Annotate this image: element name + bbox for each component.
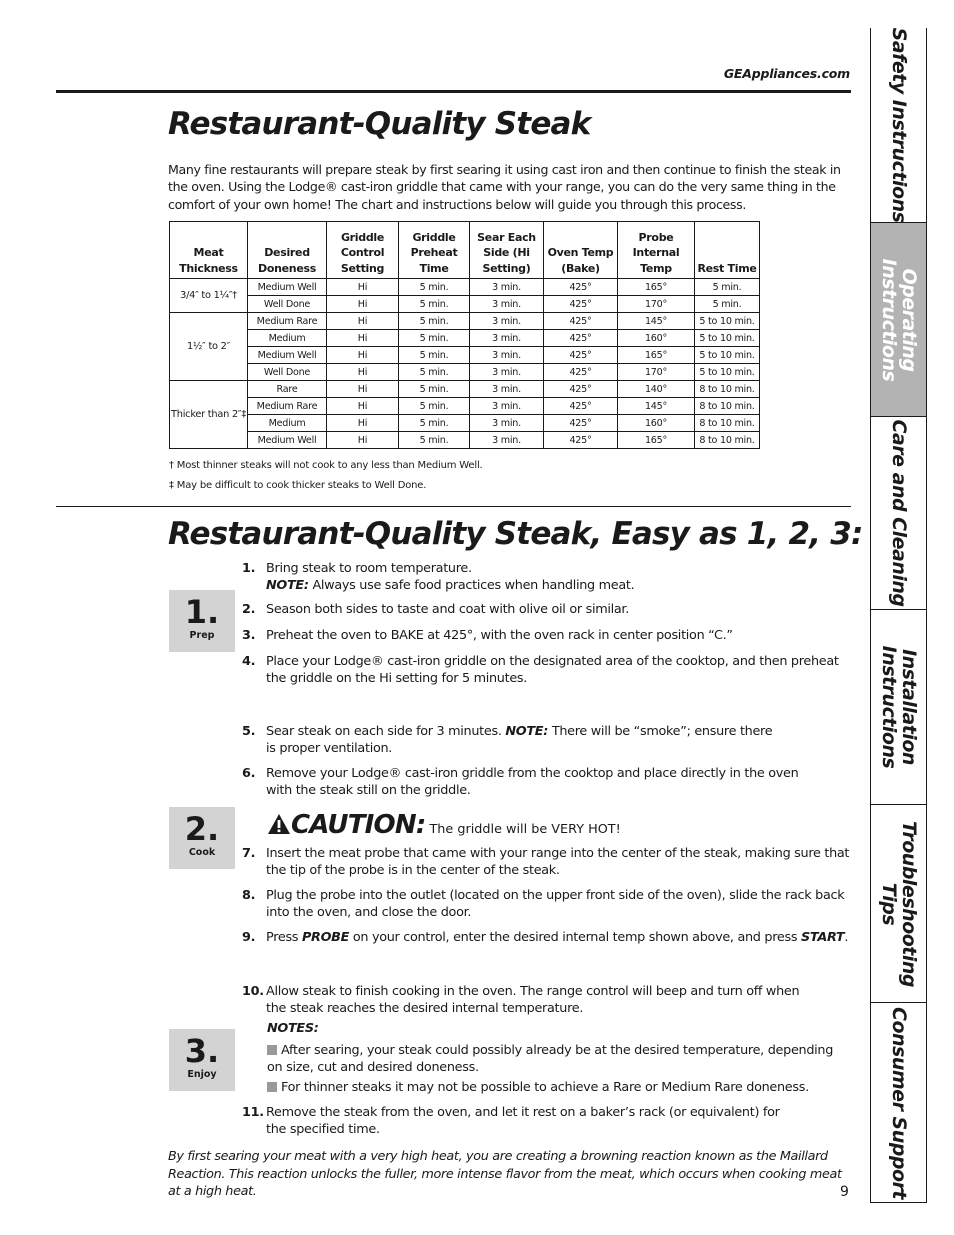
instruction-item-3 xyxy=(242,628,852,645)
table-cell: 5 to 10 min. xyxy=(695,347,760,364)
item-number: 3. xyxy=(242,628,256,643)
step-number: 1. xyxy=(184,593,220,631)
meat-thickness-cell: Thicker than 2″‡ xyxy=(170,381,248,449)
tab-installation-instructions[interactable] xyxy=(871,610,926,805)
table-row xyxy=(170,398,760,415)
table-cell: 170° xyxy=(618,364,695,381)
item-number: 6. xyxy=(242,766,256,781)
tab-label: Safety Instructions xyxy=(887,27,910,223)
page-number: 9 xyxy=(840,1184,849,1200)
instruction-item-5 xyxy=(242,724,782,758)
table-cell: Medium Well xyxy=(248,347,327,364)
step-number: 3. xyxy=(184,1032,220,1070)
table-cell: 5 to 10 min. xyxy=(695,330,760,347)
table-cell: 3 min. xyxy=(470,364,544,381)
tab-operating-instructions[interactable] xyxy=(871,223,926,417)
table-cell: Well Done xyxy=(248,296,327,313)
instruction-item-6 xyxy=(242,766,812,800)
tab-care-and-cleaning[interactable] xyxy=(871,417,926,610)
instruction-item-4 xyxy=(242,654,852,688)
item-text: Insert the meat probe that came with your range into the center of the steak, making sure that the tip of the probe is in the center of the steak. xyxy=(266,846,850,878)
column-header: Oven Temp (Bake) xyxy=(544,222,618,279)
tab-label: Installation Instructions xyxy=(877,645,920,769)
table-header-row xyxy=(170,222,760,279)
table-cell: 3 min. xyxy=(470,296,544,313)
footnote-dagger: † Most thinner steaks will not cook to any less than Medium Well. xyxy=(169,460,483,471)
table-cell: 425° xyxy=(544,364,618,381)
item-number: 7. xyxy=(242,846,256,861)
column-header: Griddle Control Setting xyxy=(327,222,399,279)
step-prep-box xyxy=(169,590,235,652)
table-cell: 170° xyxy=(618,296,695,313)
item-number: 8. xyxy=(242,888,256,903)
section-title: Restaurant-Quality Steak xyxy=(168,106,591,142)
table-cell: 425° xyxy=(544,279,618,296)
instruction-item-8 xyxy=(242,888,852,922)
step-label: Cook xyxy=(188,847,216,858)
table-cell: 5 min. xyxy=(399,347,470,364)
table-cell: 3 min. xyxy=(470,330,544,347)
item-text: Preheat the oven to BAKE at 425°, with the oven rack in center position “C.” xyxy=(266,628,733,643)
table-cell: 145° xyxy=(618,398,695,415)
footnote-double-dagger: ‡ May be difficult to cook thicker steaks to Well Done. xyxy=(169,480,427,491)
bullet-square-icon xyxy=(267,1045,277,1055)
instruction-item-1 xyxy=(242,561,852,595)
table-row xyxy=(170,279,760,296)
note-bullet-2: For thinner steaks it may not be possible to achieve a Rare or Medium Rare doneness. xyxy=(267,1080,847,1097)
tab-label: Consumer Support xyxy=(887,1006,910,1199)
probe-key: PROBE xyxy=(301,930,350,945)
table-row xyxy=(170,415,760,432)
table-cell: 145° xyxy=(618,313,695,330)
table-cell: 3 min. xyxy=(470,313,544,330)
table-cell: 5 min. xyxy=(399,432,470,449)
table-cell: 3 min. xyxy=(470,279,544,296)
table-cell: 425° xyxy=(544,296,618,313)
table-row xyxy=(170,330,760,347)
table-cell: 425° xyxy=(544,347,618,364)
table-cell: 5 min. xyxy=(399,313,470,330)
intro-paragraph: Many fine restaurants will prepare steak by first searing it using cast iron and then continue to finish the steak in the oven. Using the Lodge® cast-iron griddle that came with your range, you can do the very same thing in the comfort of your own home! The chart and instructions below will guide you through this process. xyxy=(168,162,841,212)
item-number: 9. xyxy=(242,930,256,945)
caution-text: The griddle will be VERY HOT! xyxy=(425,822,621,837)
table-cell: 140° xyxy=(618,381,695,398)
item-number: 2. xyxy=(242,602,256,617)
header-rule xyxy=(56,90,851,93)
table-cell: Hi xyxy=(327,330,399,347)
caution-notice xyxy=(267,810,621,840)
table-cell: 5 min. xyxy=(399,330,470,347)
table-cell: 8 to 10 min. xyxy=(695,415,760,432)
instruction-item-11 xyxy=(242,1105,802,1139)
table-cell: 160° xyxy=(618,330,695,347)
table-cell: Medium Rare xyxy=(248,398,327,415)
table-row xyxy=(170,381,760,398)
table-cell: 425° xyxy=(544,313,618,330)
table-cell: Hi xyxy=(327,398,399,415)
tab-safety-instructions[interactable] xyxy=(871,28,926,223)
table-cell: 5 min. xyxy=(695,279,760,296)
table-cell: Hi xyxy=(327,279,399,296)
item-text: Season both sides to taste and coat with olive oil or similar. xyxy=(266,602,629,617)
item-text: Remove your Lodge® cast-iron griddle from the cooktop and place directly in the oven with the steak still on the griddle. xyxy=(266,766,799,798)
table-row xyxy=(170,296,760,313)
steak-chart xyxy=(169,221,760,449)
meat-thickness-cell: 3/4″ to 1¼″† xyxy=(170,279,248,313)
table-row xyxy=(170,313,760,330)
table-cell: 8 to 10 min. xyxy=(695,398,760,415)
table-cell: 5 to 10 min. xyxy=(695,313,760,330)
note-text: There will be “smoke”; ensure there is proper ventilation. xyxy=(266,724,773,756)
table-cell: 3 min. xyxy=(470,415,544,432)
table-cell: 8 to 10 min. xyxy=(695,381,760,398)
column-header: Rest Time xyxy=(695,222,760,279)
column-header: Sear Each Side (Hi Setting) xyxy=(470,222,544,279)
tab-label: Care and Cleaning xyxy=(887,419,910,607)
meat-thickness-cell: 1½″ to 2″ xyxy=(170,313,248,381)
instruction-item-2 xyxy=(242,602,852,619)
item-text: . xyxy=(844,930,849,945)
site-url: GEAppliances.com xyxy=(723,66,850,81)
table-cell: Medium xyxy=(248,330,327,347)
section-tabs xyxy=(870,28,927,1203)
table-cell: 3 min. xyxy=(470,381,544,398)
table-cell: 5 min. xyxy=(399,279,470,296)
instruction-item-7 xyxy=(242,846,852,880)
tab-consumer-support[interactable] xyxy=(871,1003,926,1203)
item-number: 4. xyxy=(242,654,256,669)
closing-paragraph: By first searing your meat with a very high heat, you are creating a browning reaction known as the Maillard Reaction. This reaction unlocks the fuller, more intense flavor from the meat, which occurs when cooking meat at a high heat. xyxy=(168,1149,842,1199)
note-label: NOTE: xyxy=(505,724,549,739)
section-divider xyxy=(56,506,851,507)
step-label: Enjoy xyxy=(187,1069,217,1080)
item-text: Sear steak on each side for 3 minutes. xyxy=(266,724,506,739)
table-cell: Rare xyxy=(248,381,327,398)
step-label: Prep xyxy=(189,630,215,641)
warning-icon xyxy=(267,813,291,835)
table-cell: 425° xyxy=(544,330,618,347)
caution-label: CAUTION: xyxy=(291,810,426,840)
column-header: Meat Thickness xyxy=(170,222,248,279)
step-cook-box xyxy=(169,807,235,869)
table-cell: Medium Well xyxy=(248,432,327,449)
table-cell: Hi xyxy=(327,347,399,364)
item-text: Bring steak to room temperature. xyxy=(266,561,472,576)
item-text: Plug the probe into the outlet (located on the upper front side of the oven), slide the rack back into the oven, and close the door. xyxy=(266,888,845,920)
table-cell: 425° xyxy=(544,415,618,432)
table-cell: Hi xyxy=(327,432,399,449)
instruction-item-9 xyxy=(242,930,852,947)
table-cell: Hi xyxy=(327,313,399,330)
column-header: Griddle Preheat Time xyxy=(399,222,470,279)
item-number: 5. xyxy=(242,724,256,739)
table-cell: Medium xyxy=(248,415,327,432)
item-number: 11. xyxy=(242,1105,264,1120)
table-cell: Medium Well xyxy=(248,279,327,296)
table-cell: 3 min. xyxy=(470,398,544,415)
table-cell: 5 min. xyxy=(399,398,470,415)
table-cell: 425° xyxy=(544,432,618,449)
table-cell: Hi xyxy=(327,415,399,432)
item-text: Press xyxy=(266,930,302,945)
table-cell: 5 min. xyxy=(695,296,760,313)
table-cell: 5 min. xyxy=(399,296,470,313)
table-cell: Hi xyxy=(327,381,399,398)
notes-label: NOTES: xyxy=(267,1021,319,1036)
table-body xyxy=(170,279,760,449)
table-cell: Hi xyxy=(327,364,399,381)
table-cell: 425° xyxy=(544,398,618,415)
section2-title: Restaurant-Quality Steak, Easy as 1, 2, 3: xyxy=(168,516,863,552)
table-cell: Well Done xyxy=(248,364,327,381)
bullet-square-icon xyxy=(267,1082,277,1092)
table-cell: 5 min. xyxy=(399,381,470,398)
table-cell: 3 min. xyxy=(470,347,544,364)
start-key: START xyxy=(800,930,845,945)
table-row xyxy=(170,364,760,381)
instruction-item-10 xyxy=(242,984,812,1018)
step-number: 2. xyxy=(184,810,220,848)
item-text: Allow steak to finish cooking in the oven. The range control will beep and turn off when the steak reaches the desired internal temperature. xyxy=(266,984,800,1016)
table-cell: Hi xyxy=(327,296,399,313)
note-bullet-1: After searing, your steak could possibly already be at the desired temperature, depending on size, cut and desired doneness. xyxy=(267,1043,834,1075)
table-row xyxy=(170,347,760,364)
item-text: Place your Lodge® cast-iron griddle on the designated area of the cooktop, and then preheat the griddle on the Hi setting for 5 minutes. xyxy=(266,654,839,686)
table-cell: 5 to 10 min. xyxy=(695,364,760,381)
column-header: Desired Doneness xyxy=(248,222,327,279)
table-cell: 425° xyxy=(544,381,618,398)
tab-troubleshooting-tips[interactable] xyxy=(871,805,926,1003)
table-cell: 8 to 10 min. xyxy=(695,432,760,449)
table-cell: 160° xyxy=(618,415,695,432)
table-cell: 3 min. xyxy=(470,432,544,449)
table-cell: 165° xyxy=(618,347,695,364)
step-enjoy-box xyxy=(169,1029,235,1091)
note-text: Always use safe food practices when handling meat. xyxy=(308,577,635,593)
tab-label: Troubleshooting Tips xyxy=(877,820,920,987)
table-cell: 165° xyxy=(618,279,695,296)
tab-label: Operating Instructions xyxy=(877,258,920,381)
table-cell: Medium Rare xyxy=(248,313,327,330)
item-text: Remove the steak from the oven, and let it rest on a baker’s rack (or equivalent) for the specified time. xyxy=(266,1105,780,1137)
table-cell: 165° xyxy=(618,432,695,449)
item-text: on your control, enter the desired internal temp shown above, and press xyxy=(349,930,801,945)
column-header: Probe Internal Temp xyxy=(618,222,695,279)
table-row xyxy=(170,432,760,449)
table-cell: 5 min. xyxy=(399,364,470,381)
table-cell: 5 min. xyxy=(399,415,470,432)
item-number: 1. xyxy=(242,561,256,576)
note-label: NOTE: xyxy=(266,577,309,593)
item-number: 10. xyxy=(242,984,264,999)
